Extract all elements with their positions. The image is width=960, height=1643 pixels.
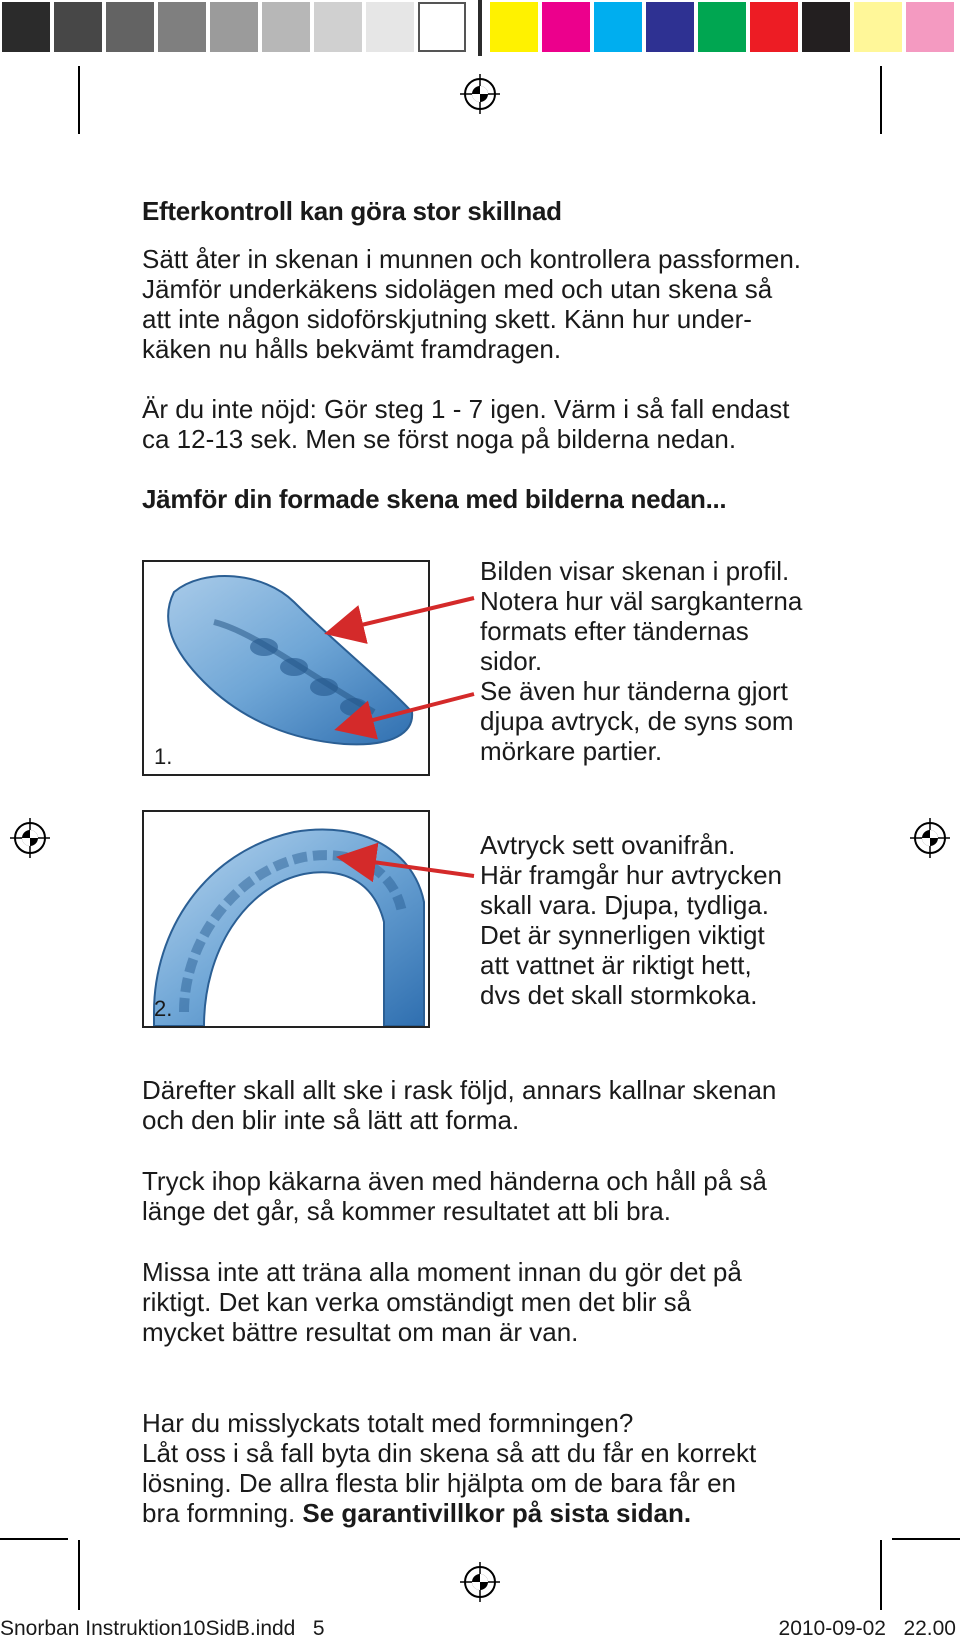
crop-mark-bottom-left-h <box>0 1538 68 1540</box>
figure-1-number: 1. <box>154 744 173 769</box>
paragraph-not-satisfied: Är du inte nöjd: Gör steg 1 - 7 igen. Värm i så fall endast ca 12-13 sek. Men se först noga på bilderna nedan. <box>142 394 790 454</box>
registration-mark-icon <box>460 1562 500 1602</box>
figure-1-caption: Bilden visar skenan i profil. Notera hur väl sargkanterna formats efter tändernas sidor. Se även hur tänderna gjort djupa avtryck, de syns som mörkare partier. <box>480 556 803 766</box>
paragraph-practice: Missa inte att träna alla moment innan du gör det på riktigt. Det kan verka omständigt men det blir så mycket bättre resultat om man är van. <box>142 1257 742 1347</box>
slug-filename: Snorban Instruktion10SidB.indd 5 <box>0 1617 325 1640</box>
warranty-reference: Se garantivillkor på sista sidan. <box>302 1498 692 1528</box>
crop-mark-bottom-right-v <box>880 1540 882 1610</box>
figure-2-caption: Avtryck sett ovanifrån. Här framgår hur avtrycken skall vara. Djupa, tydliga. Det är synnerligen viktigt att vattnet är riktigt hett, dvs det skall stormkoka. <box>480 830 782 1010</box>
print-slug <box>0 1617 960 1643</box>
paragraph-press-jaws: Tryck ihop käkarna även med händerna och håll på så länge det går, så kommer resultatet att bli bra. <box>142 1166 767 1226</box>
paragraph-failed-text: Har du misslyckats totalt med formningen? Låt oss i så fall byta din skena så att du får en korrekt lösning. De allra flesta blir hjälpta om de bara får en bra formning. <box>142 1408 757 1528</box>
section-heading: Efterkontroll kan göra stor skillnad <box>142 196 562 226</box>
paragraph-fit-check: Sätt åter in skenan i munnen och kontrollera passformen. Jämför underkäkens sidolägen med och utan skena så att inte någon sidoförskjutning skett. Känn hur under- käken nu hålls bekvämt framdragen. <box>142 244 802 364</box>
compare-heading: Jämför din formade skena med bilderna nedan... <box>142 484 727 514</box>
crop-mark-bottom-right-h <box>892 1538 960 1540</box>
crop-mark-bottom-left-v <box>78 1540 80 1610</box>
figure-2-number: 2. <box>154 996 173 1021</box>
paragraph-quick-sequence: Därefter skall allt ske i rask följd, annars kallnar skenan och den blir inte så lätt att forma. <box>142 1075 777 1135</box>
slug-date: 2010-09-02 22.00 <box>778 1617 956 1640</box>
paragraph-failed <box>142 1378 862 1528</box>
